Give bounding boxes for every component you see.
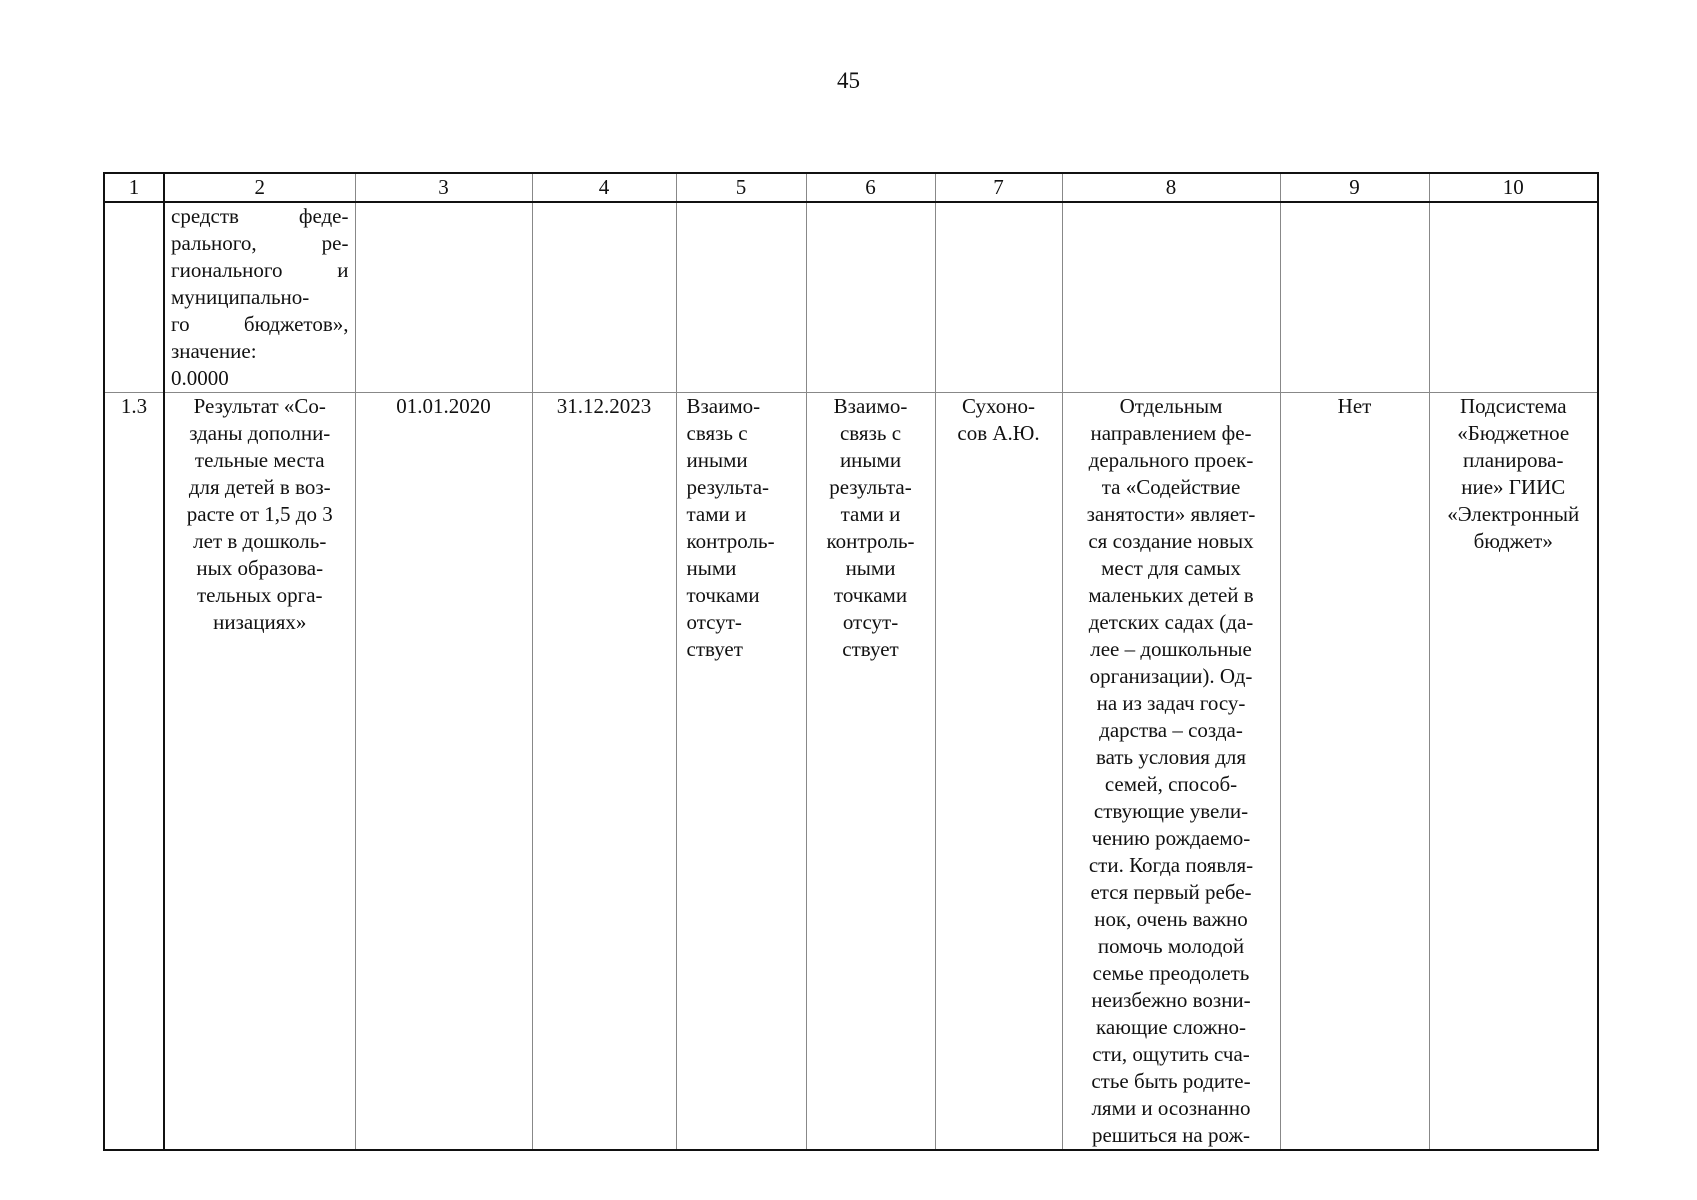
document-table <box>103 172 1599 1151</box>
column-number-header-row <box>104 173 1598 202</box>
continuation-cell-4 <box>532 202 676 393</box>
continuation-line: средств феде- <box>171 204 349 228</box>
end-date-cell: 31.12.2023 <box>532 393 676 1151</box>
page-number: 45 <box>837 68 860 93</box>
column-header-9: 9 <box>1280 173 1429 202</box>
interconnection-cell-5: Взаимо- связь с иными результа- тами и контроль- ными точками отсут- ствует <box>676 393 806 1151</box>
continuation-line: го бюджетов», <box>171 312 349 336</box>
continuation-cell-1 <box>104 202 164 393</box>
row-number-cell: 1.3 <box>104 393 164 1151</box>
continuation-line: 0.0000 <box>171 366 229 390</box>
column-header-1: 1 <box>104 173 164 202</box>
continuation-row <box>104 202 1598 393</box>
information-system-cell: Подсистема «Бюджетное планирова- ние» ГИИС «Электронный бюджет» <box>1429 393 1598 1151</box>
continuation-result-cell <box>164 202 355 393</box>
result-name-cell: Результат «Со- зданы дополни- тельные места для детей в воз- расте от 1,5 до 3 лет в дошколь- ных образова- тельных орга- низациях» <box>164 393 355 1151</box>
continuation-line: значение: <box>171 339 257 363</box>
interconnection-cell-6: Взаимо- связь с иными результа- тами и контроль- ными точками отсут- ствует <box>806 393 935 1151</box>
continuation-cell-7 <box>935 202 1062 393</box>
start-date-cell: 01.01.2020 <box>355 393 532 1151</box>
column-header-5: 5 <box>676 173 806 202</box>
continuation-line: гионального и <box>171 258 349 282</box>
continuation-cell-5 <box>676 202 806 393</box>
column-header-7: 7 <box>935 173 1062 202</box>
continuation-line: муниципально- <box>171 285 310 309</box>
continuation-cell-10 <box>1429 202 1598 393</box>
continuation-cell-6 <box>806 202 935 393</box>
column-header-6: 6 <box>806 173 935 202</box>
column-header-2: 2 <box>164 173 355 202</box>
description-cell: Отдельным направлением фе- дерального проек- та «Содействие занятости» являет- ся создание новых мест для самых маленьких детей в детских садах (да- лее – дошкольные организации). Од- на из задач госу- дарства – созда- вать условия для семей, способ- ствующие увели- чению рождаемо- сти. Когда появля- ется первый ребе- нок, очень важно помочь молодой семье преодолеть неизбежно возни- кающие сложно- сти, ощутить сча- стье быть родите- лями и осознанно решиться на рож- <box>1062 393 1280 1151</box>
column-header-10: 10 <box>1429 173 1598 202</box>
responsible-person-cell: Сухоно- сов А.Ю. <box>935 393 1062 1151</box>
column-9-cell: Нет <box>1280 393 1429 1151</box>
table-row-1-3 <box>104 393 1598 1151</box>
column-header-4: 4 <box>532 173 676 202</box>
continuation-cell-9 <box>1280 202 1429 393</box>
continuation-cell-8 <box>1062 202 1280 393</box>
continuation-line: рального, ре- <box>171 231 349 255</box>
continuation-cell-3 <box>355 202 532 393</box>
column-header-3: 3 <box>355 173 532 202</box>
column-header-8: 8 <box>1062 173 1280 202</box>
continuation-result-text <box>171 203 349 392</box>
